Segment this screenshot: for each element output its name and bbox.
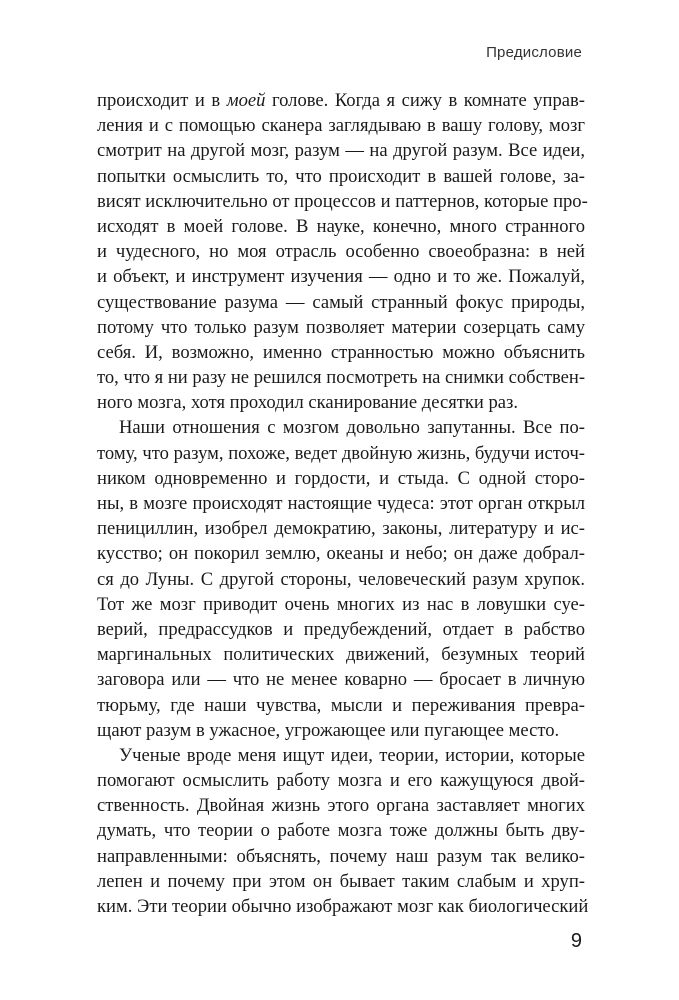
paragraph-2 <box>97 415 585 742</box>
text-line: происходит и в моей голове. Когда я сижу в комнате управ- <box>97 90 585 111</box>
page-number: 9 <box>570 930 582 952</box>
paragraph-3 <box>97 743 589 919</box>
text-line: тюрьму, где наши чувства, мысли и переживания превра- <box>97 694 585 716</box>
text-line: существование разума — самый странный фокус природы, <box>97 291 585 313</box>
text-line: смотрит на другой мозг, разум — на другой разум. Все идеи, <box>97 140 585 162</box>
text-line: думать, что теории о работе мозга тоже должны быть дву- <box>97 820 585 842</box>
text-line: и объект, и инструмент изучения — одно и то же. Пожалуй, <box>97 266 585 288</box>
text-line: себя. И, возможно, именно странностью можно объяснить <box>97 341 585 363</box>
text-line: висят исключительно от процессов и паттернов, которые про- <box>97 190 588 212</box>
body-text <box>97 88 589 919</box>
text-line: Тот же мозг приводит очень многих из нас в ловушки суе- <box>97 593 585 615</box>
text-line: маргинальных политических движений, безумных теорий <box>97 644 585 666</box>
text-line: ником одновременно и гордости, и стыда. С одной сторо- <box>97 467 585 489</box>
text-line: и чудесного, но моя отрасль особенно своеобразна: в ней <box>97 241 585 263</box>
paragraph-1 <box>97 88 588 415</box>
text-line: ким. Эти теории обычно изображают мозг как биологический <box>97 896 589 917</box>
text-line: лепен и почему при этом он бывает таким слабым и хруп- <box>97 870 585 892</box>
text-line: тому, что разум, похоже, ведет двойную жизнь, будучи источ- <box>97 442 585 464</box>
text-line: верий, предрассудков и предубеждений, отдает в рабство <box>97 618 585 640</box>
text-line: исходят в моей голове. В науке, конечно, много странного <box>97 215 585 237</box>
text-line: то, что я ни разу не решился посмотреть на снимки собствен- <box>97 367 586 389</box>
text-line: щают разум в ужасное, угрожающее или пугающее место. <box>97 719 560 741</box>
text-line: Наши отношения с мозгом довольно запутанны. Все по- <box>119 417 585 439</box>
text-line: потому что только разум позволяет материи созерцать саму <box>97 316 585 338</box>
text-line: ления и с помощью сканера заглядываю в вашу голову, мозг <box>97 115 585 137</box>
text-line: заговора или — что не менее коварно — бросает в личную <box>97 669 585 691</box>
text-line: направленными: объяснять, почему наш разум так велико- <box>97 845 585 867</box>
running-head-title: Предисловие <box>486 44 582 61</box>
text-line: Ученые вроде меня ищут идеи, теории, истории, которые <box>119 744 585 766</box>
text-line: ся до Луны. С другой стороны, человеческий разум хрупок. <box>97 568 585 590</box>
text-line: ственность. Двойная жизнь этого органа заставляет многих <box>97 795 585 817</box>
text-line: пенициллин, изобрел демократию, законы, литературу и ис- <box>97 518 585 540</box>
text-line: кусство; он покорил землю, океаны и небо; он даже добрал- <box>97 543 585 565</box>
text-line: помогают осмыслить работу мозга и его кажущуюся двой- <box>97 770 585 792</box>
text-line: ны, в мозге происходят настоящие чудеса: этот орган открыл <box>97 493 585 514</box>
text-line: попытки осмыслить то, что происходит в вашей голове, за- <box>97 165 585 187</box>
text-line: ного мозга, хотя проходил сканирование десятки раз. <box>97 392 519 414</box>
